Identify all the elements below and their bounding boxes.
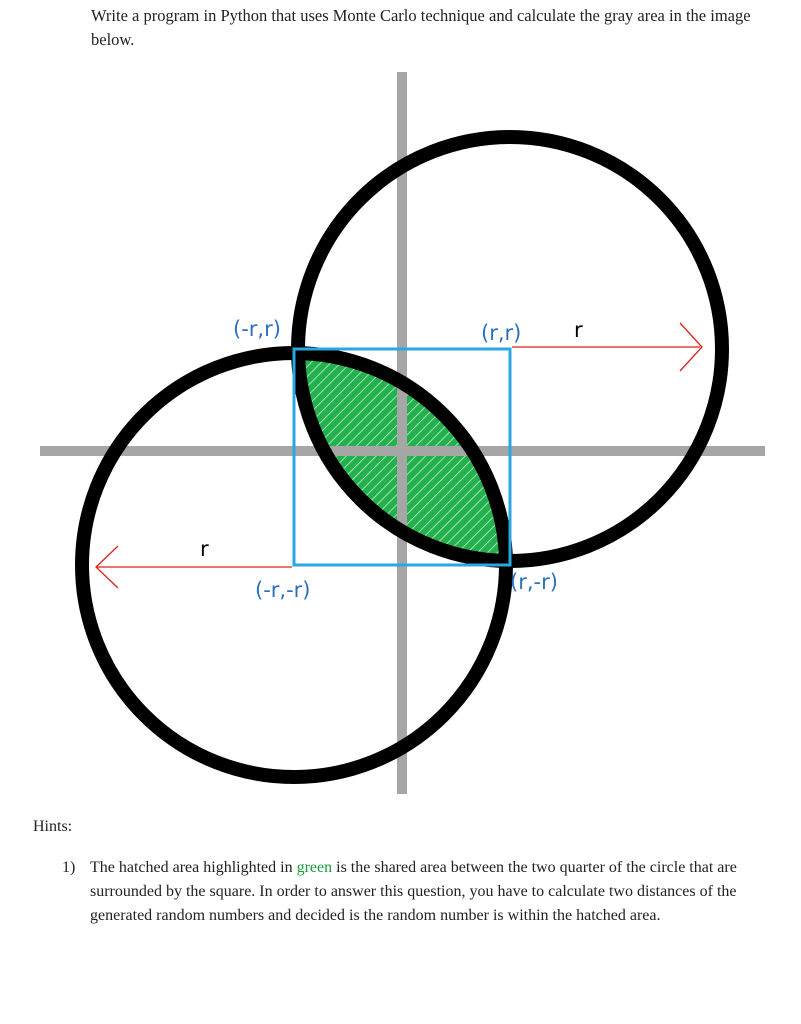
radius-label-left: r	[200, 537, 209, 561]
label-pos-r-pos-r: (r,r)	[481, 321, 522, 345]
label-neg-r-neg-r: (-r,-r)	[255, 578, 311, 602]
monte-carlo-figure	[0, 60, 801, 800]
hint-number: 1)	[62, 859, 76, 876]
hint-text-after: is the shared area between the two quarter of the circle that are surrounded by the square. In order to answer this question, you have to calculate two distances of the generated random numbers and decided is the random number is within the hatched area.	[90, 859, 737, 924]
hint-text	[90, 856, 772, 928]
hint-text-before: The hatched area highlighted in	[90, 859, 297, 876]
horizontal-axis	[40, 446, 765, 456]
label-neg-r-pos-r: (-r,r)	[233, 317, 281, 341]
label-pos-r-neg-r: (r,-r)	[510, 570, 558, 594]
problem-statement: Write a program in Python that uses Monte Carlo technique and calculate the gray area in the image below.	[91, 6, 751, 49]
hint-highlight: green	[296, 859, 333, 876]
radius-label-right: r	[574, 318, 583, 342]
vertical-axis	[397, 72, 407, 794]
hints-heading: Hints:	[33, 818, 73, 835]
radius-arrow-right	[512, 323, 702, 371]
hint-item	[62, 856, 772, 928]
